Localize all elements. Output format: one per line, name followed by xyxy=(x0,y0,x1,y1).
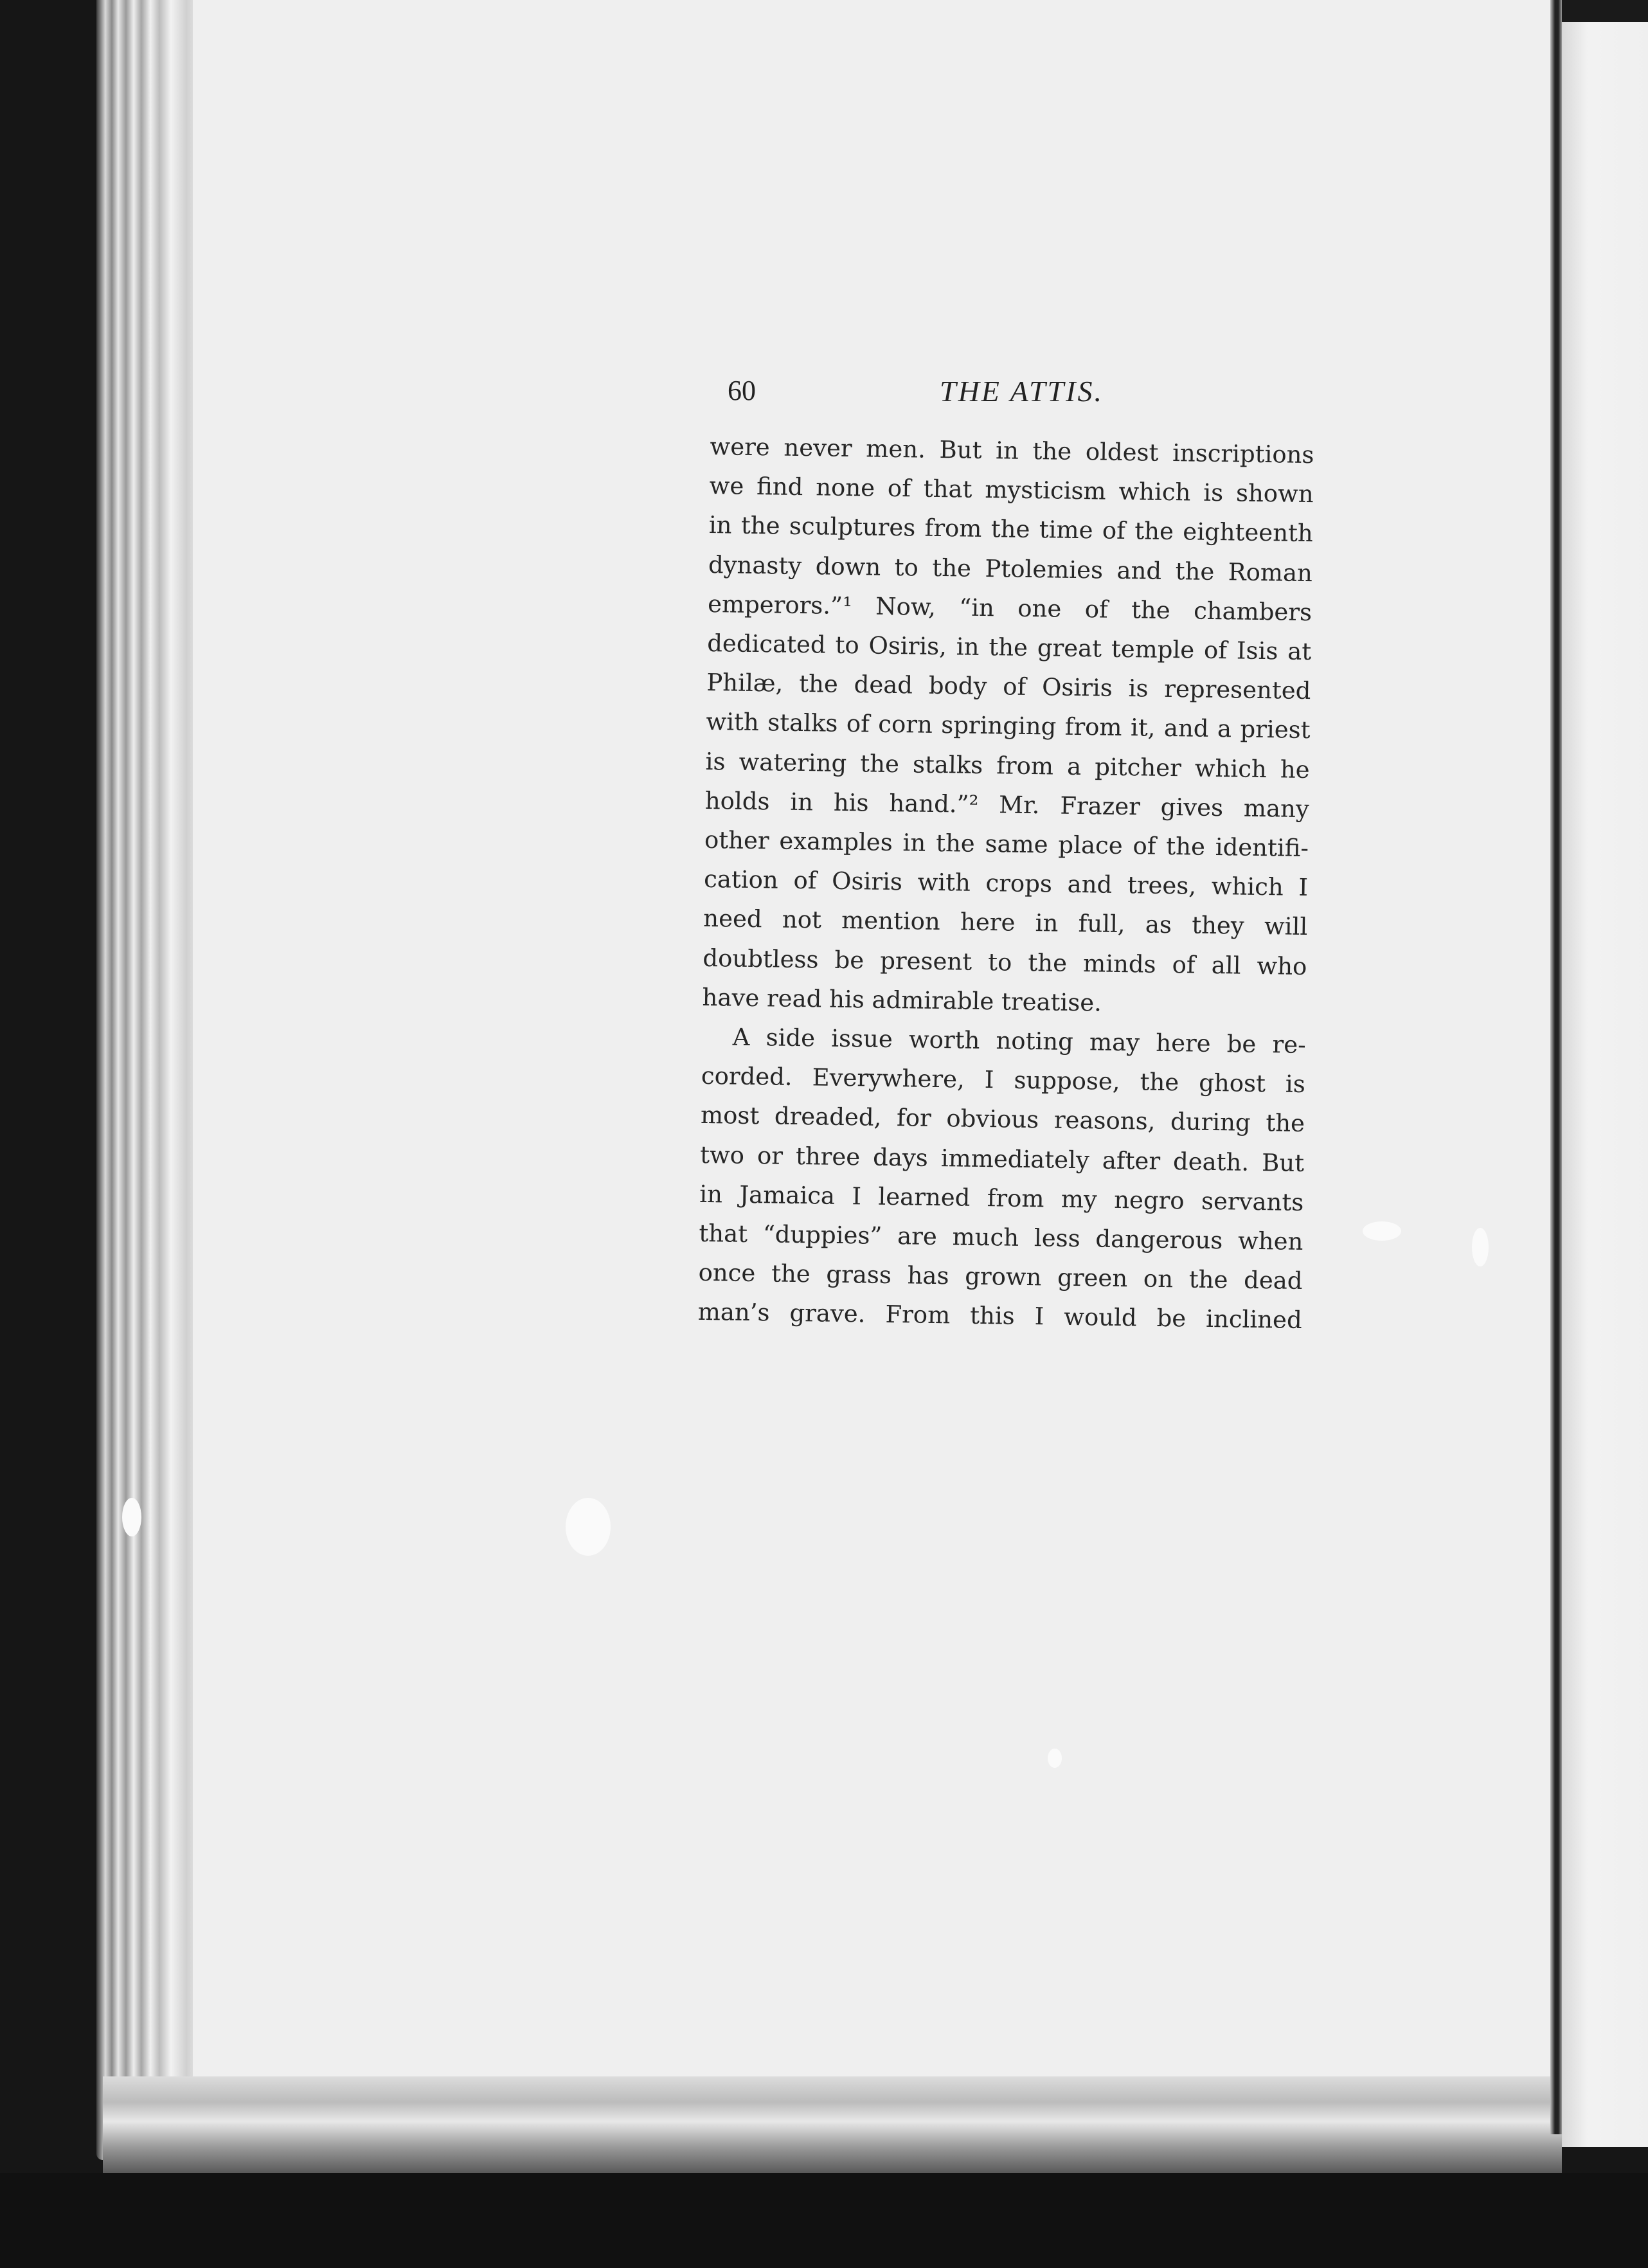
text-line: were never men. But in the oldest inscriptions xyxy=(710,432,1314,469)
page-header xyxy=(728,374,1319,413)
text-line: in Jamaica I learned from my negro servants xyxy=(699,1180,1304,1216)
text-line: most dreaded, for obvious reasons, during the xyxy=(700,1101,1305,1138)
text-line: we find none of that mysticism which is shown xyxy=(709,472,1314,509)
text-line: two or three days immediately after death. But xyxy=(699,1140,1305,1177)
text-line: in the sculptures from the time of the eighteenth xyxy=(708,511,1314,548)
page-number: 60 xyxy=(728,375,756,406)
scan-speck xyxy=(1048,1749,1062,1768)
text-line: corded. Everywhere, I suppose, the ghost is xyxy=(701,1062,1306,1099)
text-line: A side issue worth noting may here be re- xyxy=(732,1023,1306,1059)
scan-speck xyxy=(122,1498,141,1536)
text-line: holds in his hand.”² Mr. Frazer gives many xyxy=(704,786,1310,823)
text-line: that “duppies” are much less dangerous when xyxy=(699,1219,1303,1256)
scan-border-top xyxy=(1562,0,1648,22)
text-line: cation of Osiris with crops and trees, which I xyxy=(703,865,1309,902)
scan-speck xyxy=(1472,1228,1489,1266)
text-line: dynasty down to the Ptolemies and the Roman xyxy=(708,550,1313,587)
text-line: man’s grave. From this I would be inclined xyxy=(697,1298,1302,1335)
facing-page-sliver xyxy=(1562,0,1648,2147)
scan-speck xyxy=(566,1498,611,1556)
page-edges-bottom xyxy=(103,2076,1562,2179)
text-line: with stalks of corn springing from it, and a priest xyxy=(706,708,1311,744)
text-line: other examples in the same place of the identifi- xyxy=(704,825,1309,863)
text-line: need not mention here in full, as they will xyxy=(703,905,1308,941)
text-line: is watering the stalks from a pitcher which he xyxy=(705,747,1310,784)
text-line: doubtless be present to the minds of all who xyxy=(703,944,1307,980)
body-text xyxy=(697,427,1314,1340)
text-line: Philæ, the dead body of Osiris is represented xyxy=(706,669,1311,705)
scan-speck xyxy=(1363,1221,1401,1241)
scan-border-bottom xyxy=(0,2173,1648,2268)
text-line: emperors.”¹ Now, “in one of the chambers xyxy=(707,590,1312,626)
text-line: have read his admirable treatise. xyxy=(702,983,1102,1017)
text-line: once the grass has grown green on the dead xyxy=(698,1259,1303,1295)
text-line: dedicated to Osiris, in the great temple of Isis at xyxy=(707,629,1312,666)
running-title: THE ATTIS. xyxy=(940,375,1104,408)
book-gutter xyxy=(1550,0,1562,2134)
